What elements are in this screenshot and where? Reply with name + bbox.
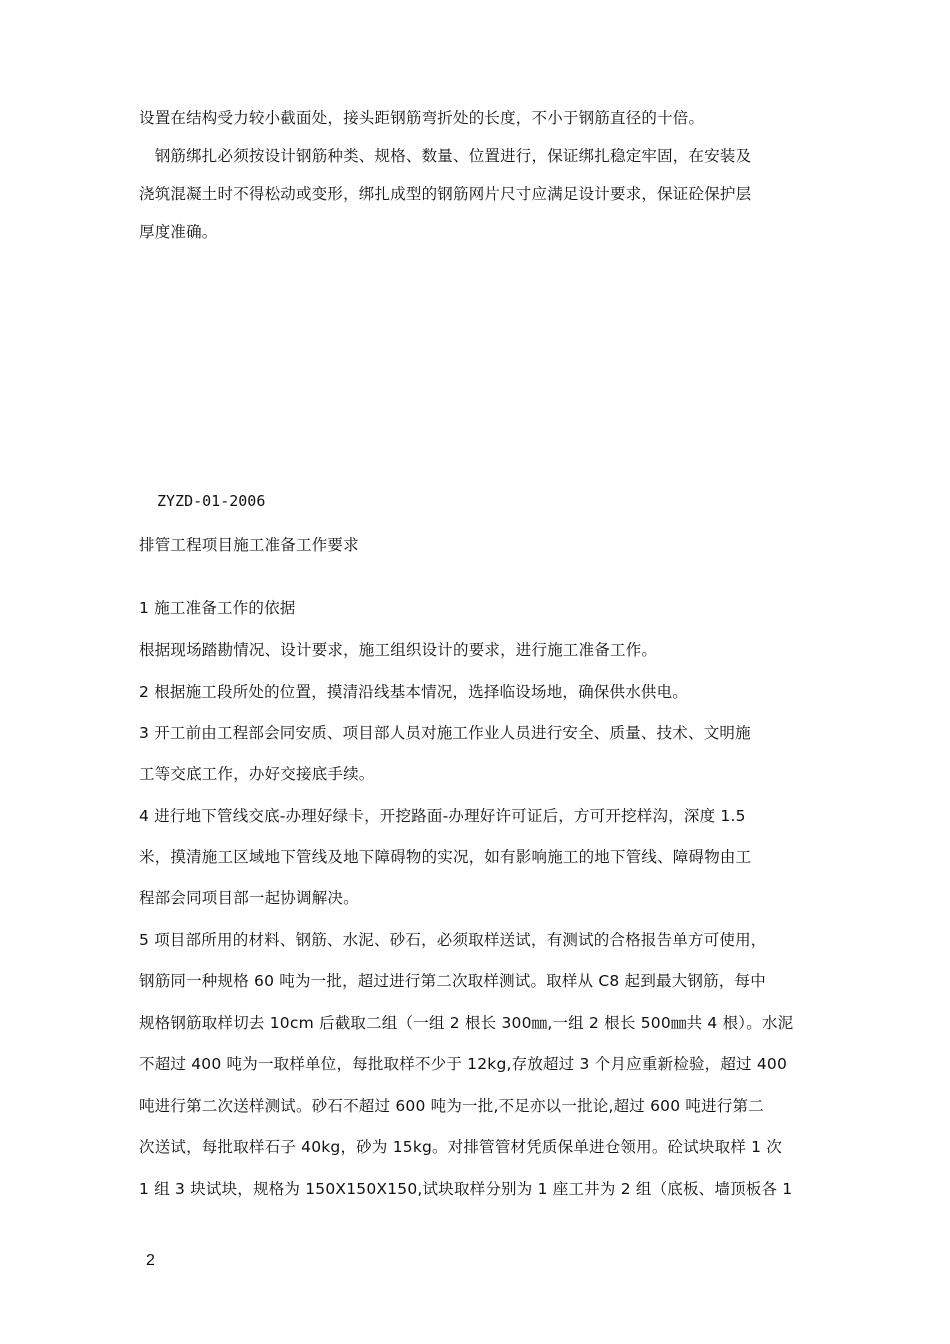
paragraph-line: 工等交底工作，办好交接底手续。 (139, 765, 375, 783)
page-number: 2 (146, 1252, 155, 1269)
paragraph-line: 2 根据施工段所处的位置，摸清沿线基本情况，选择临设场地，确保供水供电。 (139, 683, 688, 701)
paragraph-line: 5 项目部所用的材料、钢筋、水泥、砂石，必须取样送试，有测试的合格报告单方可使用， (139, 931, 767, 949)
document-code: ZYZD-01-2006 (157, 492, 266, 510)
paragraph-line: 不超过 400 吨为一取样单位，每批取样不少于 12kg,存放超过 3 个月应重新检验，超过 400 (139, 1055, 788, 1073)
paragraph-line: 4 进行地下管线交底-办理好绿卡，开挖路面-办理好许可证后，方可开挖样沟，深度 1.5 (139, 807, 746, 825)
paragraph-line: 钢筋绑扎必须按设计钢筋种类、规格、数量、位置进行，保证绑扎稳定牢固，在安装及 (139, 147, 752, 165)
paragraph-line: 1 组 3 块试块，规格为 150X150X150,试块取样分别为 1 座工井为 2 组（底板、墙顶板各 1 (139, 1180, 793, 1198)
paragraph-line: 规格钢筋取样切去 10cm 后截取二组（一组 2 根长 300㎜,一组 2 根长 500㎜共 4 根）。水泥 (139, 1014, 794, 1032)
paragraph-line: 根据现场踏勘情况、设计要求，施工组织设计的要求，进行施工准备工作。 (139, 641, 658, 659)
paragraph-line: 程部会同项目部一起协调解决。 (139, 889, 359, 907)
paragraph-line: 设置在结构受力较小截面处，接头距钢筋弯折处的长度，不小于钢筋直径的十倍。 (139, 109, 705, 127)
paragraph-line: 钢筋同一种规格 60 吨为一批，超过进行第二次取样测试。取样从 C8 起到最大钢筋，每中 (139, 972, 766, 990)
paragraph-line: 吨进行第二次送样测试。砂石不超过 600 吨为一批,不足亦以一批论,超过 600 吨进行第二 (139, 1097, 764, 1115)
document-title: 排管工程项目施工准备工作要求 (139, 536, 359, 554)
section-heading: 1 施工准备工作的依据 (139, 599, 296, 617)
paragraph-line: 厚度准确。 (139, 223, 218, 241)
paragraph-line: 3 开工前由工程部会同安质、项目部人员对施工作业人员进行安全、质量、技术、文明施 (139, 724, 751, 742)
paragraph-line: 米，摸清施工区域地下管线及地下障碍物的实况，如有影响施工的地下管线、障碍物由工 (139, 848, 752, 866)
paragraph-line: 浇筑混凝土时不得松动或变形，绑扎成型的钢筋网片尺寸应满足设计要求，保证砼保护层 (139, 185, 752, 203)
paragraph-line: 次送试，每批取样石子 40kg，砂为 15kg。对排管管材凭质保单进仓领用。砼试块取样 1 次 (139, 1138, 783, 1156)
